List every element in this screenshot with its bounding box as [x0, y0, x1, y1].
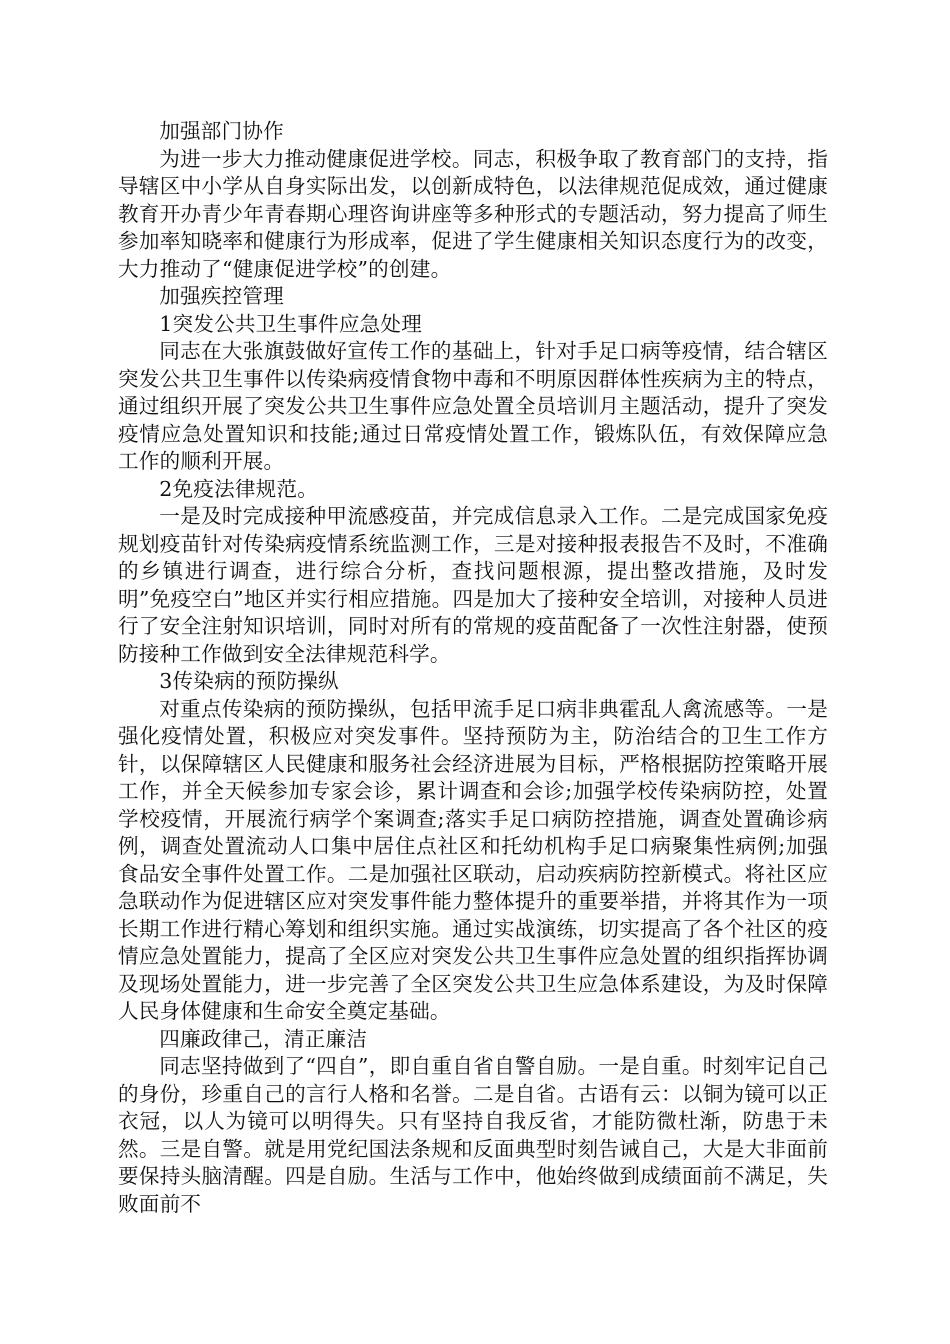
para-integrity: 同志坚持做到了“四自”，即自重自省自警自励。一是自重。时刻牢记自己的身份，珍重自己的言行人格和名誉。二是自省。古语有云：以铜为镜可以正衣冠，以人为镜可以明得失。只有坚持自我反省，才能防微杜渐，防患于未然。三是自警。就是用党纪国法条规和反面典型时刻告诫自己，大是大非面前要保持头脑清醒。四是自励。生活与工作中，他始终做到成绩面前不满足，失败面前不: [118, 1054, 828, 1216]
document-body: [118, 118, 828, 1218]
heading-dept-cooperation: 加强部门协作: [159, 119, 284, 143]
para-health-school: 为进一步大力推动健康促进学校。同志，积极争取了教育部门的支持，指导辖区中小学从自身实际出发，以创新成特色，以法律规范促成效，通过健康教育开办青少年青春期心理咨询讲座等多种形式的专题活动，努力提高了师生参加率知晓率和健康行为形成率，促进了学生健康相关知识态度行为的改变，大力推动了“健康促进学校”的创建。: [118, 146, 828, 281]
heading-immunization: 2免疫法律规范。: [159, 476, 319, 501]
para-immunization: 一是及时完成接种甲流感疫苗，并完成信息录入工作。二是完成国家免疫规划疫苗针对传染病疫情系统监测工作，三是对接种报表报告不及时，不准确的乡镇进行调查，进行综合分析，查找问题根源，提出整改措施，及时发明”免疫空白”地区并实行相应措施。四是加大了接种安全培训，对接种人员进行了安全注射知识培训，同时对所有的常规的疫苗配备了一次性注射器，使预防接种工作做到安全法律规范科学。: [118, 504, 828, 666]
heading-integrity: 四廉政律己，清正廉洁: [159, 1026, 368, 1051]
heading-emergency: 1突发公共卫生事件应急处理: [159, 311, 423, 336]
heading-disease-control: 加强疾控管理: [159, 284, 284, 308]
para-emergency: 同志在大张旗鼓做好宣传工作的基础上，针对手足口病等疫情，结合辖区突发公共卫生事件以传染病疫情食物中毒和不明原因群体性疾病为主的特点，通过组织开展了突发公共卫生事件应急处置全员培训月主题活动，提升了突发疫情应急处置知识和技能;通过日常疫情处置工作，锻炼队伍，有效保障应急工作的顺利开展。: [118, 339, 828, 473]
heading-infectious: 3传染病的预防操纵: [159, 669, 339, 693]
para-infectious: 对重点传染病的预防操纵，包括甲流手足口病非典霍乱人禽流感等。一是强化疫情处置，积极应对突发事件。坚持预防为主，防治结合的卫生工作方针，以保障辖区人民健康和服务社会经济进展为目标，严格根据防控策略开展工作，并全天候参加专家会诊，累计调查和会诊;加强学校传染病防控，处置学校疫情，开展流行病学个案调查;落实手足口病防控措施，调查处置确诊病例，调查处置流动人口集中居住点社区和托幼机构手足口病聚集性病例;加强食品安全事件处置工作。二是加强社区联动，启动疾病防控新模式。将社区应急联动作为促进辖区应对突发事件能力整体提升的重要举措，并将其作为一项长期工作进行精心筹划和组织实施。通过实战演练，切实提高了各个社区的疫情应急处置能力，提高了全区应对突发公共卫生事件应急处置的组织指挥协调及现场处置能力，进一步完善了全区突发公共卫生应急体系建设，为及时保障人民身体健康和生命安全奠定基础。: [118, 696, 828, 1023]
